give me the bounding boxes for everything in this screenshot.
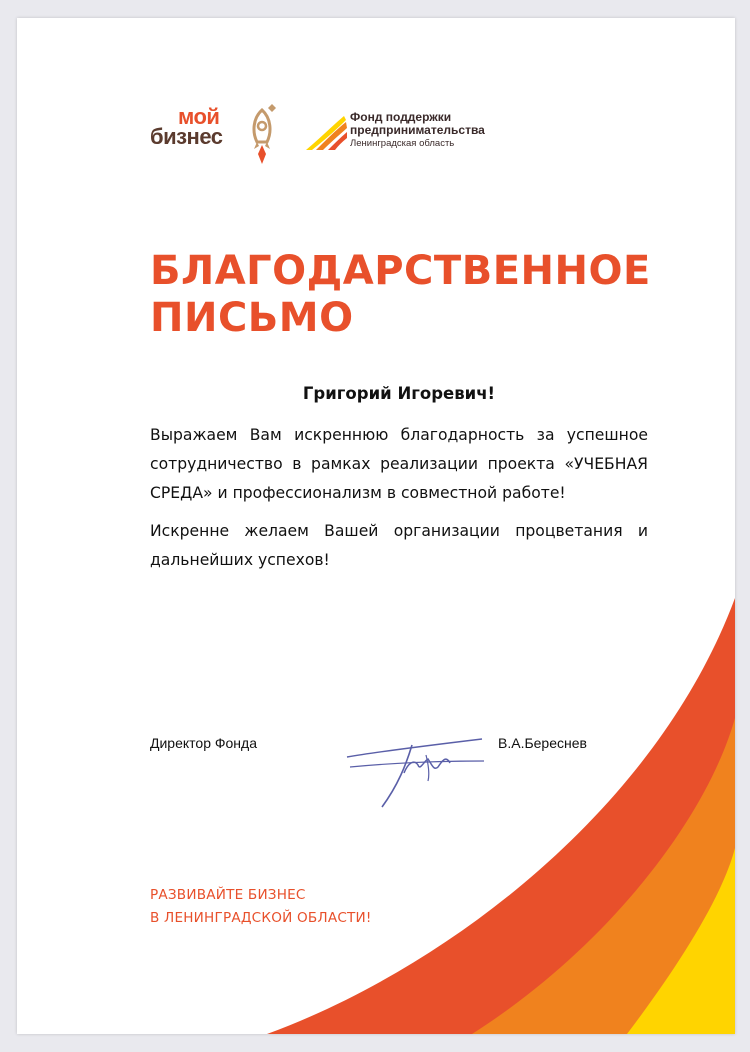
moy-biznes-logo-word-1: мой	[178, 104, 220, 129]
letter-page	[17, 18, 735, 1034]
letter-title-line-1: БЛАГОДАРСТВЕННОЕ	[150, 248, 651, 294]
fond-logo-line-1: Фонд поддержки	[350, 110, 452, 124]
letter-paragraph-2: Искренне желаем Вашей организации процветания и дальнейших успехов!	[150, 522, 648, 569]
signatory-role: Директор Фонда	[150, 735, 257, 751]
slogan-line-2: В ЛЕНИНГРАДСКОЙ ОБЛАСТИ!	[150, 910, 372, 926]
greeting: Григорий Игоревич!	[302, 384, 496, 403]
signatory-name: В.А.Береснев	[498, 735, 587, 751]
letter-paragraph-1: Выражаем Вам искреннюю благодарность за успешное сотрудничество в рамках реализации проекта «УЧЕБНАЯ СРЕДА» и профессионализм в совместной работе!	[150, 426, 648, 502]
fond-logo	[306, 108, 506, 158]
slogan	[150, 884, 372, 930]
fond-emblem-icon	[306, 112, 350, 152]
handwritten-signature	[342, 715, 487, 815]
letter-body	[150, 421, 648, 584]
moy-biznes-logo-word-2: бизнес	[150, 124, 223, 149]
letter-title-line-2: ПИСЬМО	[150, 295, 354, 341]
rocket-icon	[245, 102, 279, 164]
moy-biznes-logo	[150, 102, 290, 182]
slogan-line-1: РАЗВИВАЙТЕ БИЗНЕС	[150, 887, 306, 903]
letter-title	[150, 248, 670, 342]
fond-logo-line-2: предпринимательства	[350, 123, 485, 137]
fond-logo-line-3: Ленинградская область	[350, 138, 455, 149]
